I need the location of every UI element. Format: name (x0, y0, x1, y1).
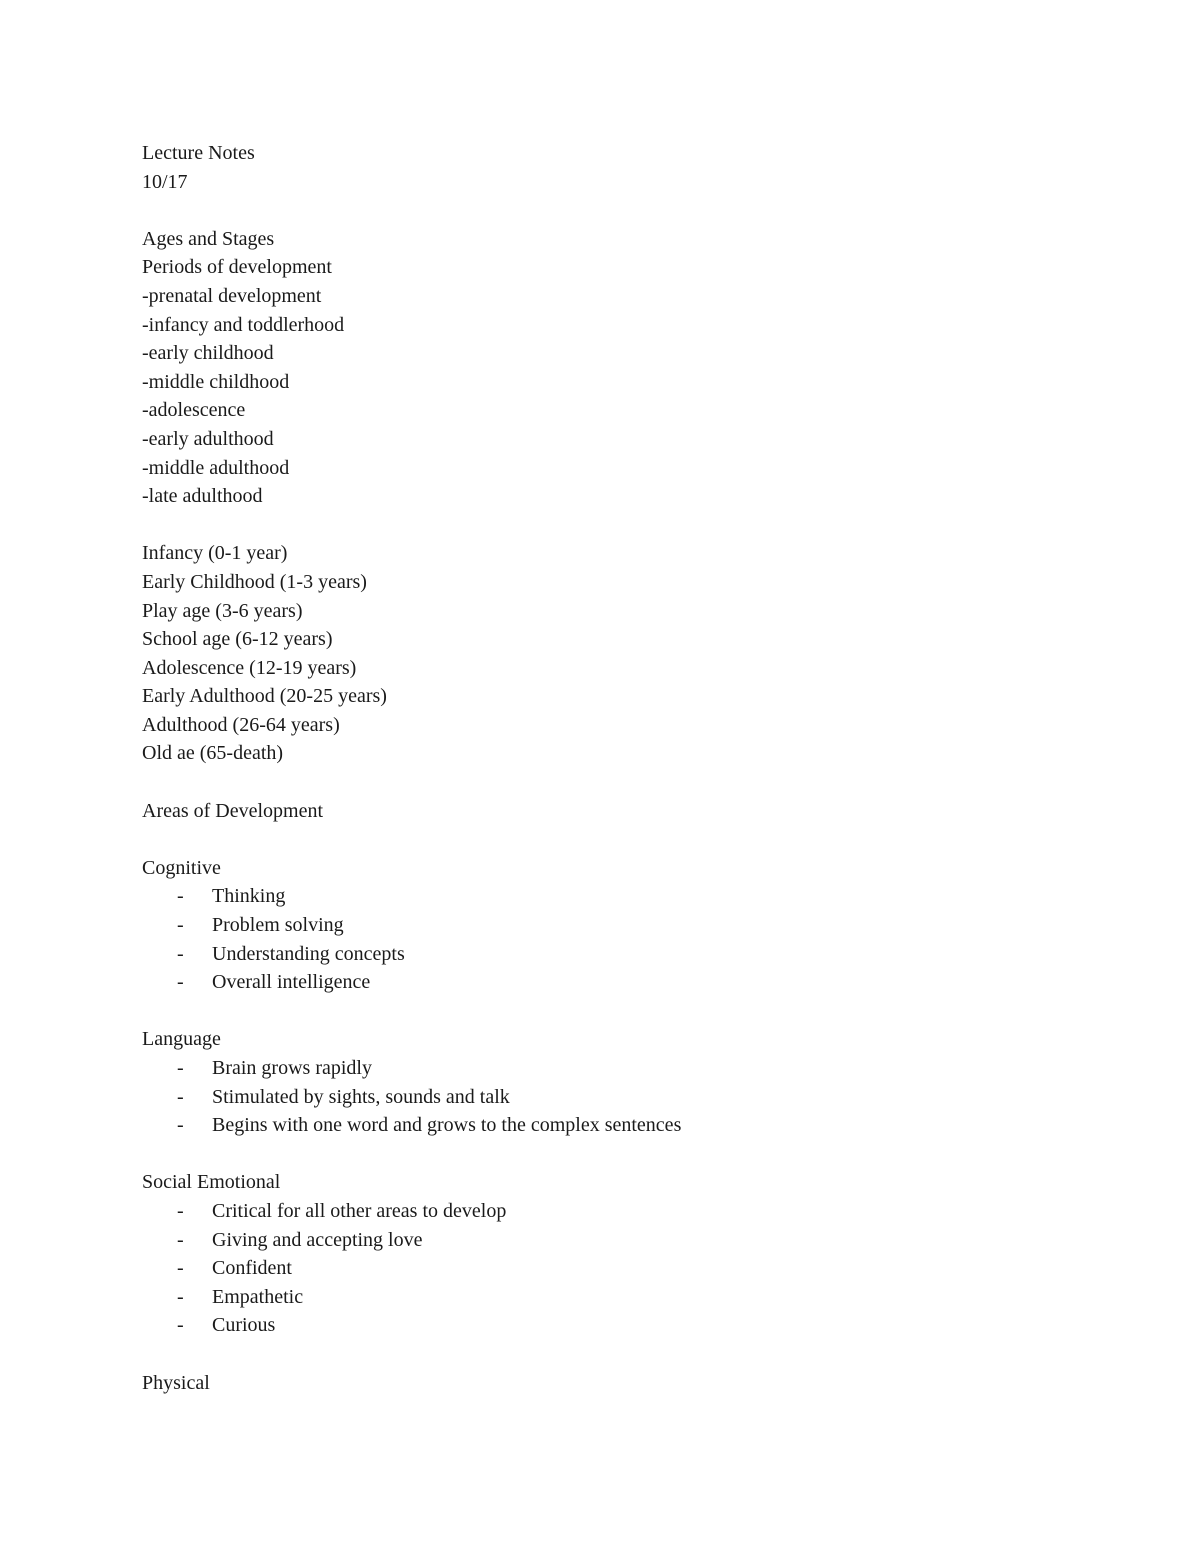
bullet-dash: - (177, 1257, 184, 1280)
spacer (142, 997, 1102, 1026)
list-item (142, 1083, 1102, 1112)
stage-item: School age (6-12 years) (142, 628, 333, 651)
stage-item: Infancy (0-1 year) (142, 542, 288, 565)
area-heading-cognitive: Cognitive (142, 856, 221, 879)
bullet-dash: - (177, 1085, 184, 1108)
list-item (142, 1283, 1102, 1312)
stage-item: Play age (3-6 years) (142, 599, 303, 622)
list-item (142, 1254, 1102, 1283)
spacer (142, 511, 1102, 540)
list-item (142, 882, 1102, 911)
bullet-dash: - (177, 1285, 184, 1308)
list-item (142, 1311, 1102, 1340)
social-emotional-list (142, 1197, 1102, 1340)
list-item-text: Giving and accepting love (212, 1228, 423, 1251)
list-item-text: Overall intelligence (212, 971, 371, 994)
area-heading-physical: Physical (142, 1371, 210, 1394)
list-item-text: Understanding concepts (212, 942, 405, 965)
spacer (142, 196, 1102, 225)
cognitive-list (142, 882, 1102, 996)
document-date: 10/17 (142, 170, 188, 193)
stage-item: Adolescence (12-19 years) (142, 656, 357, 679)
period-item: -prenatal development (142, 284, 322, 307)
language-list (142, 1054, 1102, 1140)
section-heading-areas: Areas of Development (142, 799, 324, 822)
stage-item: Adulthood (26-64 years) (142, 713, 340, 736)
spacer (142, 825, 1102, 854)
periods-subheading: Periods of development (142, 256, 332, 279)
bullet-dash: - (177, 885, 184, 908)
bullet-dash: - (177, 971, 184, 994)
period-item: -infancy and toddlerhood (142, 313, 345, 336)
stage-item: Early Adulthood (20-25 years) (142, 685, 387, 708)
list-item-text: Curious (212, 1314, 276, 1337)
bullet-dash: - (177, 914, 184, 937)
document-title: Lecture Notes (142, 142, 255, 164)
bullet-dash: - (177, 1057, 184, 1079)
list-item-text: Confident (212, 1257, 292, 1280)
period-item: -early childhood (142, 342, 274, 365)
bullet-dash: - (177, 1114, 184, 1137)
list-item-text: Begins with one word and grows to the complex sentences (212, 1114, 682, 1137)
period-item: -late adulthood (142, 485, 263, 508)
list-item-text: Critical for all other areas to develop (212, 1199, 507, 1222)
period-item: -middle adulthood (142, 456, 290, 479)
list-item (142, 1197, 1102, 1226)
list-item-text: Stimulated by sights, sounds and talk (212, 1085, 510, 1108)
list-item (142, 968, 1102, 997)
list-item (142, 1226, 1102, 1255)
list-item-text: Empathetic (212, 1285, 304, 1308)
period-item: -adolescence (142, 399, 246, 422)
bullet-dash: - (177, 1314, 184, 1337)
list-item (142, 1111, 1102, 1140)
list-item (142, 940, 1102, 969)
stage-item: Early Childhood (1-3 years) (142, 570, 367, 593)
list-item-text: Brain grows rapidly (212, 1057, 372, 1079)
bullet-dash: - (177, 942, 184, 965)
period-item: -early adulthood (142, 427, 274, 450)
bullet-dash: - (177, 1228, 184, 1251)
section-heading-ages-stages: Ages and Stages (142, 227, 275, 250)
spacer (142, 768, 1102, 797)
bullet-dash: - (177, 1199, 184, 1222)
period-item: -middle childhood (142, 370, 290, 393)
stage-item: Old ae (65-death) (142, 742, 284, 765)
area-heading-social-emotional: Social Emotional (142, 1171, 281, 1194)
list-item (142, 911, 1102, 940)
area-heading-language: Language (142, 1028, 221, 1051)
spacer (142, 1140, 1102, 1169)
spacer (142, 1340, 1102, 1369)
list-item-text: Problem solving (212, 914, 344, 937)
list-item (142, 1054, 1102, 1083)
document-body (142, 139, 1102, 1397)
list-item-text: Thinking (212, 885, 286, 908)
